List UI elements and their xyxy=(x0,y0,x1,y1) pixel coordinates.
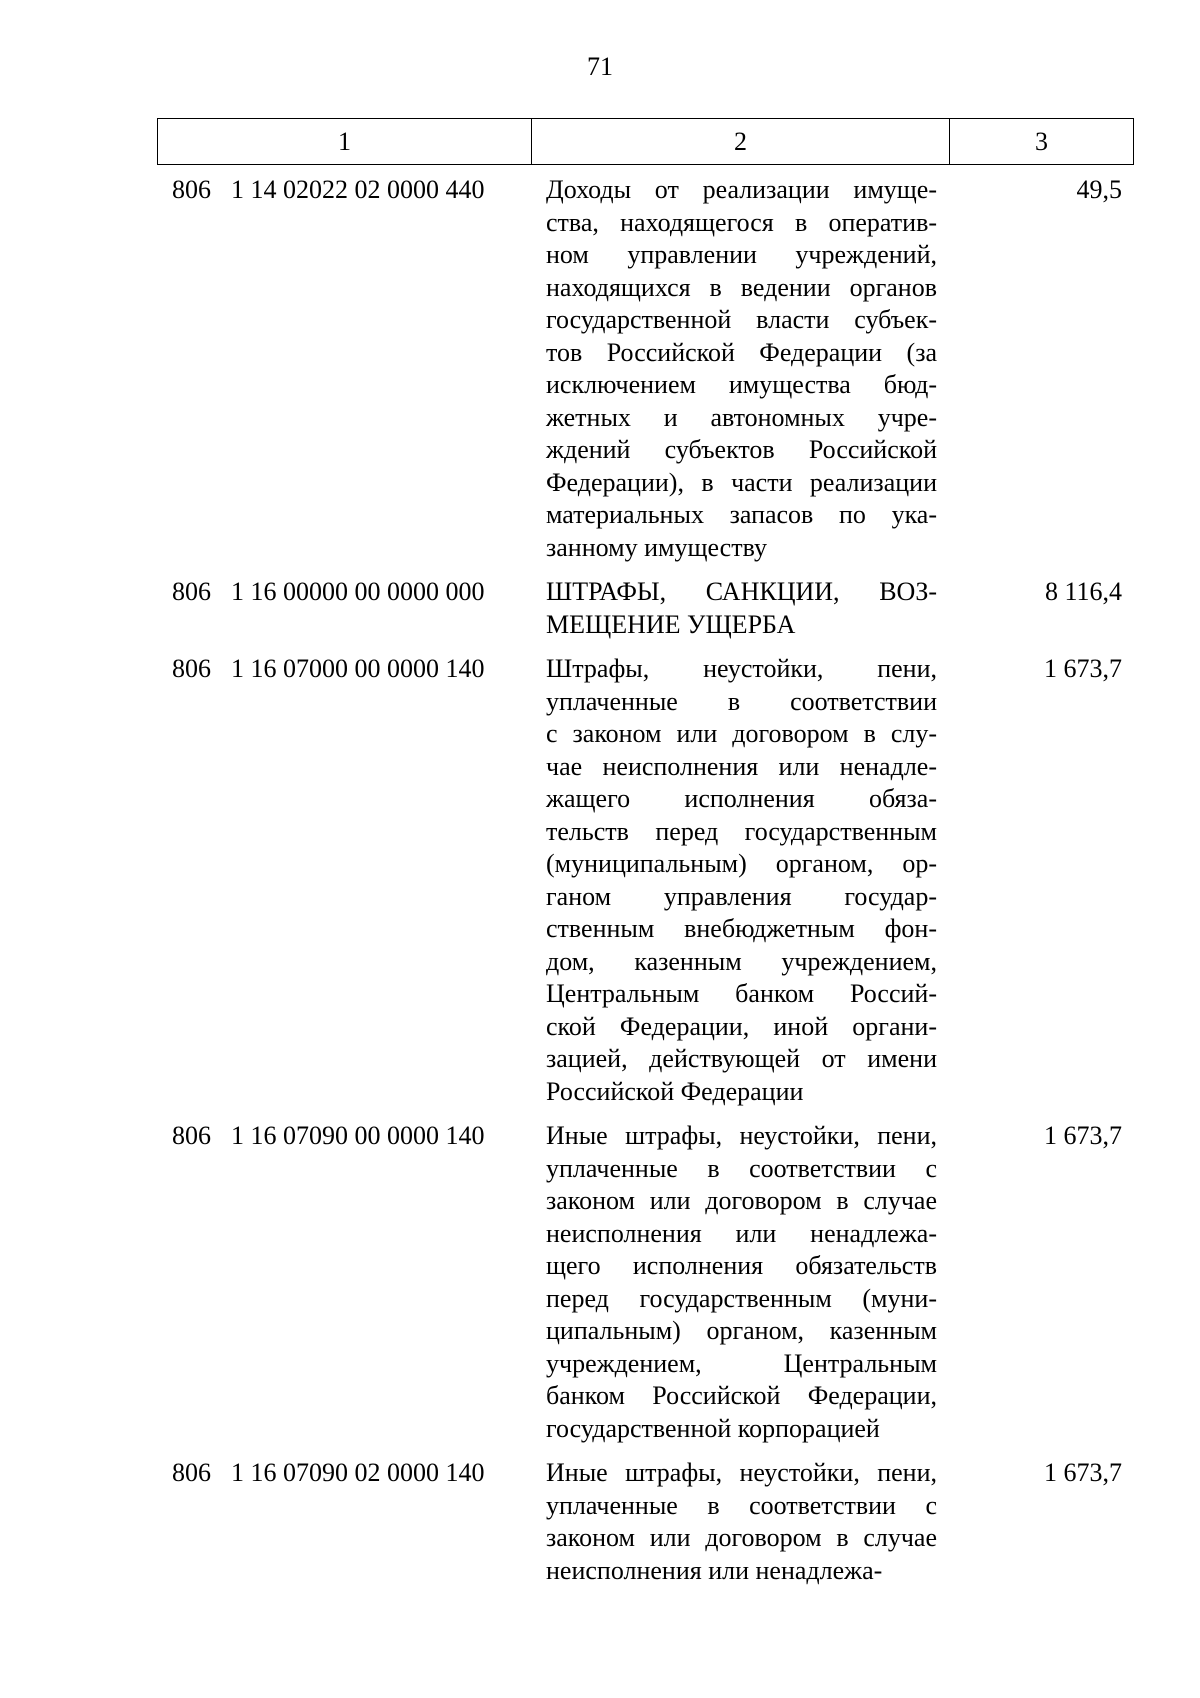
revenue-name-cell xyxy=(531,1457,949,1587)
revenue-name-line: находящихся в ведении органов xyxy=(546,272,937,302)
revenue-name-line: ШТРАФЫ, САНКЦИИ, ВОЗ- xyxy=(546,577,937,606)
table-row xyxy=(157,1457,1134,1587)
header-col-3: 3 xyxy=(1035,126,1048,156)
revenue-name-line: неисполнения или ненадлежа- xyxy=(546,1555,883,1585)
amount-cell: 1 673,7 xyxy=(1044,1121,1122,1150)
revenue-name-line: материальных запасов по ука- xyxy=(546,500,937,529)
revenue-code-cell: 1 16 07090 02 0000 140 xyxy=(231,1458,485,1487)
revenue-name-line: ном управлении учреждений, xyxy=(546,240,937,269)
revenue-name-line: неисполнения или ненадлежа- xyxy=(546,1218,937,1248)
revenue-name-line: ждений субъектов Российской xyxy=(546,435,937,464)
revenue-name-line: Иные штрафы, неустойки, пени, xyxy=(546,1121,937,1150)
revenue-name-line: с законом или договором в слу- xyxy=(546,719,937,748)
admin-code-cell: 806 xyxy=(172,175,211,204)
revenue-name-cell xyxy=(531,576,949,641)
revenue-name-line: законом или договором в случае xyxy=(546,1186,937,1215)
revenue-name-line: государственной власти субъек- xyxy=(546,305,937,334)
revenue-name-line: занному имуществу xyxy=(546,532,767,562)
revenue-name-cell xyxy=(531,653,949,1108)
revenue-name-line: Федерации), в части реализации xyxy=(546,467,937,497)
revenue-name-cell xyxy=(531,174,949,564)
amount-cell: 49,5 xyxy=(1076,175,1122,204)
revenue-name-line: Штрафы, неустойки, пени, xyxy=(546,654,937,683)
revenue-name-line: ципальным) органом, казенным xyxy=(546,1316,937,1345)
admin-code-cell: 806 xyxy=(172,577,211,606)
revenue-name-line: Доходы от реализации имуще- xyxy=(546,175,937,204)
amount-cell: 8 116,4 xyxy=(1044,577,1122,606)
revenue-name-line: уплаченные в соответствии с xyxy=(546,1490,937,1520)
revenue-name-line: дом, казенным учреждением, xyxy=(546,946,937,976)
header-col-2: 2 xyxy=(532,119,950,164)
table-row xyxy=(157,174,1134,564)
revenue-name-line: Центральным банком Россий- xyxy=(546,979,937,1008)
page-number: 71 xyxy=(587,52,613,81)
revenue-name-line: зацией, действующей от имени xyxy=(546,1044,937,1073)
revenue-name-line: ства, находящегося в оператив- xyxy=(546,207,937,237)
table-header xyxy=(157,118,1134,165)
revenue-name-line: жащего исполнения обяза- xyxy=(546,784,937,813)
revenue-name-line: ганом управления государ- xyxy=(546,881,937,911)
revenue-name-line: уплаченные в соответствии xyxy=(546,686,937,716)
revenue-code-cell: 1 16 00000 00 0000 000 xyxy=(231,577,485,606)
revenue-code-cell: 1 14 02022 02 0000 440 xyxy=(231,175,485,204)
table-row xyxy=(157,576,1134,641)
admin-code-cell: 806 xyxy=(172,1458,211,1487)
revenue-code-cell: 1 16 07000 00 0000 140 xyxy=(231,654,485,683)
revenue-name-line: щего исполнения обязательств xyxy=(546,1251,937,1280)
revenue-name-line: (муниципальным) органом, ор- xyxy=(546,849,937,878)
revenue-name-line: ской Федерации, иной органи- xyxy=(546,1011,937,1041)
revenue-name-line: тельств перед государственным xyxy=(546,816,937,846)
revenue-name-line: банком Российской Федерации, xyxy=(546,1381,937,1410)
admin-code-cell: 806 xyxy=(172,654,211,683)
revenue-name-line: чае неисполнения или ненадле- xyxy=(546,751,937,781)
revenue-name-line: жетных и автономных учре- xyxy=(546,402,937,432)
revenue-name-line: ственным внебюджетным фон- xyxy=(546,914,937,943)
revenue-name-line: тов Российской Федерации (за xyxy=(546,337,937,367)
admin-code-cell: 806 xyxy=(172,1121,211,1150)
table-row xyxy=(157,653,1134,1108)
header-col-1: 1 xyxy=(158,119,532,164)
amount-cell: 1 673,7 xyxy=(1044,1458,1122,1487)
table-body xyxy=(157,174,1134,1599)
revenue-name-line: МЕЩЕНИЕ УЩЕРБА xyxy=(546,609,796,639)
revenue-name-line: учреждением, Центральным xyxy=(546,1348,937,1378)
amount-cell: 1 673,7 xyxy=(1044,654,1122,683)
revenue-code-cell: 1 16 07090 00 0000 140 xyxy=(231,1121,485,1150)
table-row xyxy=(157,1120,1134,1445)
revenue-name-line: законом или договором в случае xyxy=(546,1523,937,1552)
revenue-name-line: исключением имущества бюд- xyxy=(546,370,937,399)
revenue-name-line: уплаченные в соответствии с xyxy=(546,1153,937,1183)
revenue-name-line: государственной корпорацией xyxy=(546,1413,880,1443)
revenue-name-line: Иные штрафы, неустойки, пени, xyxy=(546,1458,937,1487)
revenue-name-line: перед государственным (муни- xyxy=(546,1283,937,1313)
revenue-name-line: Российской Федерации xyxy=(546,1076,804,1106)
revenue-name-cell xyxy=(531,1120,949,1445)
